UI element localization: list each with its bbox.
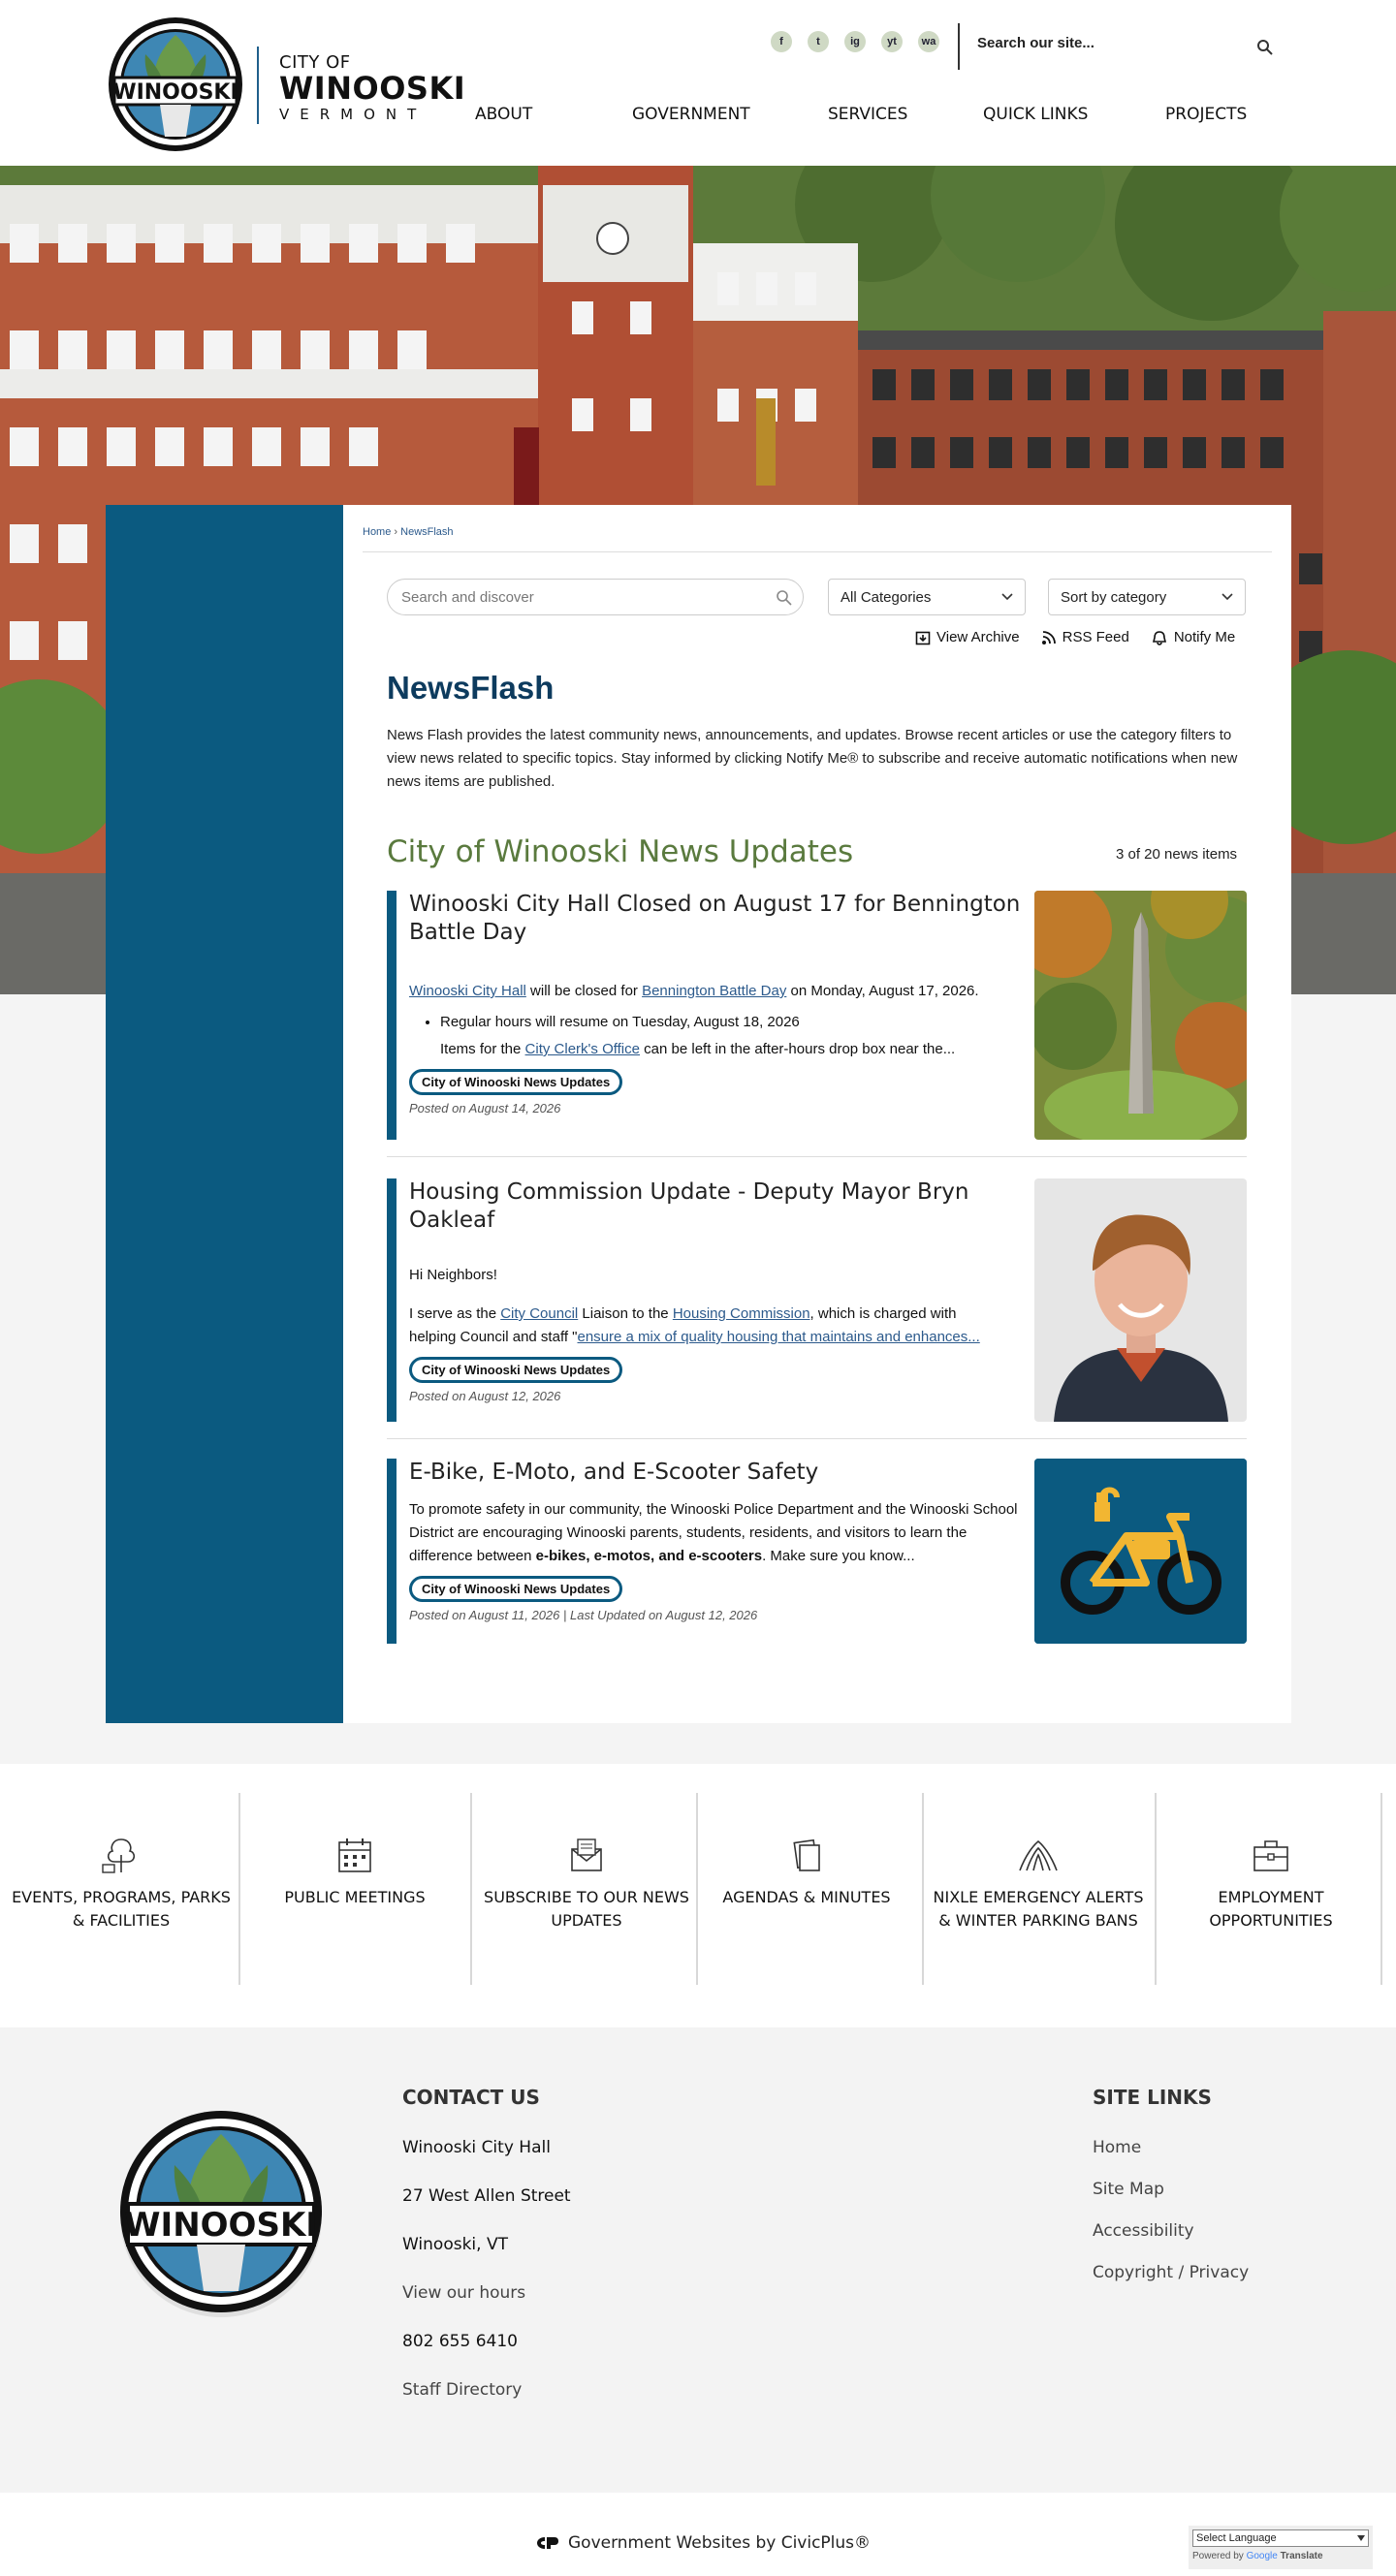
quick-link-separator: [1155, 1793, 1157, 1985]
social-links: [771, 31, 939, 52]
google-translate-widget: [1189, 2526, 1373, 2569]
civicplus-text: Government Websites by CivicPlus®: [568, 2533, 872, 2553]
news-list: [440, 1011, 1022, 1061]
news-title[interactable]: E-Bike, E-Moto, and E-Scooter Safety: [409, 1460, 819, 1485]
section-title: City of Winooski News Updates: [387, 834, 854, 869]
instagram-icon[interactable]: ig: [844, 31, 866, 52]
news-item: [387, 1459, 1247, 1644]
youtube-icon[interactable]: yt: [881, 31, 903, 52]
logo-wordmark[interactable]: [279, 52, 465, 123]
language-select[interactable]: [1192, 2529, 1369, 2547]
nav-services[interactable]: SERVICES: [828, 105, 908, 124]
news-image-portrait[interactable]: [1034, 1178, 1247, 1422]
rss-feed-link[interactable]: [1041, 629, 1129, 645]
quick-link-events[interactable]: [10, 1793, 233, 1985]
quick-link-agendas[interactable]: [695, 1793, 918, 1985]
news-text: To promote safety in our community, the Winooski Police Department and the Winooski School District are encouraging Winooski parents, students, residents, and visitors to learn the difference between: [409, 1501, 1018, 1564]
city-seal-logo[interactable]: [107, 16, 244, 153]
chevron-down-icon: [1222, 593, 1233, 601]
staff-directory-link[interactable]: Staff Directory: [402, 2380, 523, 2400]
rss-icon: [1041, 630, 1057, 645]
nav-government[interactable]: GOVERNMENT: [632, 105, 750, 124]
contact-heading: CONTACT US: [402, 2086, 540, 2109]
seal-text: WINOOSKI: [112, 80, 238, 105]
breadcrumb-current[interactable]: NewsFlash: [400, 526, 454, 538]
left-sidebar: [106, 505, 343, 1723]
news-count: 3 of 20 news items: [1116, 846, 1238, 863]
view-archive-link[interactable]: [915, 629, 1020, 645]
civicplus-credit[interactable]: [533, 2533, 871, 2553]
news-text: , which is charged with: [809, 1305, 957, 1322]
nav-about[interactable]: ABOUT: [475, 105, 533, 124]
search-icon[interactable]: [1256, 39, 1274, 56]
contact-line: Winooski City Hall: [402, 2138, 551, 2157]
twitter-icon[interactable]: t: [808, 31, 829, 52]
breadcrumb-home[interactable]: Home: [363, 526, 392, 538]
quick-link-meetings[interactable]: [243, 1793, 466, 1985]
news-text: I serve as the: [409, 1305, 501, 1322]
news-image-ebike[interactable]: [1034, 1459, 1247, 1644]
facebook-icon[interactable]: f: [771, 31, 792, 52]
news-text: . Make sure you know...: [762, 1548, 915, 1564]
documents-icon: [784, 1836, 829, 1874]
site-search-input[interactable]: Search our site...: [977, 35, 1095, 51]
breadcrumb: [363, 526, 454, 538]
news-title[interactable]: Housing Commission Update - Deputy Mayor Bryn Oakleaf: [409, 1179, 969, 1233]
bennington-link[interactable]: Bennington Battle Day: [642, 983, 787, 999]
main-content: [343, 505, 1291, 1723]
page-title: NewsFlash: [387, 670, 555, 706]
posted-date: Posted on August 11, 2026 | Last Updated on August 12, 2026: [409, 1608, 758, 1622]
seal-text: WINOOSKI: [124, 2206, 318, 2245]
nav-quick-links[interactable]: QUICK LINKS: [983, 105, 1089, 124]
logo-city: CITY OF: [279, 52, 351, 73]
chevron-down-icon: [1357, 2535, 1365, 2541]
logo-divider: [257, 47, 259, 124]
news-body: [409, 1178, 1022, 1403]
category-tag[interactable]: City of Winooski News Updates: [409, 1069, 622, 1095]
footer-bottom: [0, 2493, 1396, 2576]
posted-date: Posted on August 12, 2026: [409, 1389, 561, 1403]
news-body: [409, 891, 1022, 1115]
powered-by-text: Powered by: [1192, 2551, 1244, 2561]
quick-link-separator: [1380, 1793, 1382, 1985]
quick-link-label: PUBLIC MEETINGS: [284, 1888, 426, 1906]
news-text: helping Council and staff ": [409, 1329, 578, 1345]
search-divider: [958, 23, 960, 70]
news-item: [387, 1178, 1247, 1422]
nav-projects[interactable]: PROJECTS: [1165, 105, 1248, 124]
chevron-down-icon: [1001, 593, 1013, 601]
quick-link-separator: [470, 1793, 472, 1985]
housing-commission-link[interactable]: Housing Commission: [672, 1305, 810, 1322]
news-title[interactable]: Winooski City Hall Closed on August 17 for Bennington Battle Day: [409, 892, 1021, 945]
quick-link-separator: [238, 1793, 240, 1985]
sort-select-value: Sort by category: [1061, 588, 1167, 606]
news-summary: [409, 980, 1022, 1003]
category-tag[interactable]: City of Winooski News Updates: [409, 1357, 622, 1383]
news-accent-bar: [387, 891, 397, 1140]
footer-link-accessibility[interactable]: Accessibility: [1093, 2221, 1194, 2241]
translate-powered-by: [1192, 2551, 1369, 2561]
site-footer: [0, 2027, 1396, 2493]
news-list-item: • Regular hours will resume on Tuesday, August 18, 2026: [440, 1011, 1022, 1034]
calendar-icon: [333, 1836, 377, 1874]
tree-icon: [99, 1836, 143, 1874]
page-intro: News Flash provides the latest community news, announcements, and updates. Browse recent articles or use the category filters to view news related to specific topics. Stay informed by clicking Notify Me® to subscribe and receive automatic notifications when new news items are published.: [387, 727, 1238, 790]
footer-city-seal: [114, 2105, 328, 2318]
housing-quote-link[interactable]: ensure a mix of quality housing that maintains and enhances...: [577, 1329, 980, 1345]
logo-state: VERMONT: [279, 106, 428, 123]
envelope-icon: [564, 1836, 609, 1874]
news-search-input[interactable]: Search and discover: [387, 579, 804, 615]
news-list-item: [440, 1038, 1022, 1061]
footer-link-site-map[interactable]: Site Map: [1093, 2180, 1164, 2199]
posted-date: Posted on August 14, 2026: [409, 1101, 561, 1115]
city-council-link[interactable]: City Council: [500, 1305, 579, 1322]
footer-link-copyright[interactable]: Copyright / Privacy: [1093, 2263, 1250, 2282]
signal-icon: [1016, 1836, 1061, 1874]
quick-link-label: EMPLOYMENT OPPORTUNITIES: [1209, 1888, 1333, 1930]
quick-link-nixle[interactable]: [927, 1793, 1150, 1985]
phone-number[interactable]: 802 655 6410: [402, 2332, 518, 2351]
quick-link-employment[interactable]: [1159, 1793, 1382, 1985]
contact-line: Winooski, VT: [402, 2235, 508, 2254]
breadcrumb-separator: ›: [394, 526, 398, 538]
view-archive-label: View Archive: [936, 629, 1020, 645]
news-divider: [387, 1156, 1247, 1157]
notify-me-link[interactable]: [1151, 629, 1235, 645]
rss-feed-label: RSS Feed: [1062, 629, 1129, 645]
news-summary-line: [409, 1326, 1022, 1349]
search-icon[interactable]: [776, 589, 793, 607]
news-item: [387, 891, 1247, 1140]
news-text: can be left in the after-hours drop box near the...: [640, 1041, 956, 1057]
quick-link-label: SUBSCRIBE TO OUR NEWS UPDATES: [484, 1888, 689, 1930]
news-bold-text: e-bikes, e-motos, and e-scooters: [535, 1548, 763, 1564]
view-hours-link[interactable]: View our hours: [402, 2283, 526, 2303]
quick-link-label: AGENDAS & MINUTES: [722, 1888, 891, 1906]
quick-link-label: EVENTS, PROGRAMS, PARKS & FACILITIES: [12, 1888, 231, 1930]
news-text: on Monday, August 17, 2026.: [786, 983, 979, 999]
news-body: [409, 1459, 1022, 1622]
news-text: will be closed for: [525, 983, 643, 999]
news-accent-bar: [387, 1459, 397, 1644]
main-nav: [475, 105, 1272, 124]
category-select-value: All Categories: [841, 588, 932, 606]
news-image-monument[interactable]: [1034, 891, 1247, 1140]
whatsapp-icon[interactable]: wa: [918, 31, 939, 52]
category-select[interactable]: [828, 579, 1026, 615]
google-logo-text: Google: [1246, 2551, 1278, 2561]
quick-link-label: NIXLE EMERGENCY ALERTS & WINTER PARKING BANS: [933, 1888, 1144, 1930]
category-tag[interactable]: City of Winooski News Updates: [409, 1576, 622, 1602]
city-clerk-link[interactable]: City Clerk's Office: [524, 1041, 640, 1057]
sort-select[interactable]: [1048, 579, 1246, 615]
news-text: Items for the: [440, 1041, 525, 1057]
archive-icon: [915, 630, 931, 645]
news-summary: [409, 1303, 1022, 1326]
civicplus-logo-icon: [533, 2534, 560, 2552]
quick-link-subscribe[interactable]: [475, 1793, 698, 1985]
news-divider: [387, 1438, 1247, 1439]
site-header: [0, 0, 1396, 166]
footer-link-home[interactable]: Home: [1093, 2138, 1142, 2157]
quick-link-separator: [922, 1793, 924, 1985]
notify-me-label: Notify Me: [1173, 629, 1236, 645]
news-summary: [409, 1498, 1022, 1568]
city-hall-link[interactable]: Winooski City Hall: [409, 983, 526, 999]
breadcrumb-divider: [363, 551, 1272, 552]
news-greeting: Hi Neighbors!: [409, 1267, 497, 1283]
briefcase-icon: [1249, 1836, 1293, 1874]
news-tools: [915, 629, 1235, 645]
logo-name: WINOOSKI: [279, 70, 466, 107]
translate-link[interactable]: Translate: [1280, 2551, 1323, 2561]
bell-icon: [1151, 630, 1168, 645]
quick-links-bar: [0, 1764, 1396, 2027]
news-text: Liaison to the: [578, 1305, 673, 1322]
language-select-value: Select Language: [1196, 2532, 1277, 2544]
site-links-heading: SITE LINKS: [1093, 2086, 1212, 2109]
news-accent-bar: [387, 1178, 397, 1422]
contact-line: 27 West Allen Street: [402, 2186, 571, 2206]
